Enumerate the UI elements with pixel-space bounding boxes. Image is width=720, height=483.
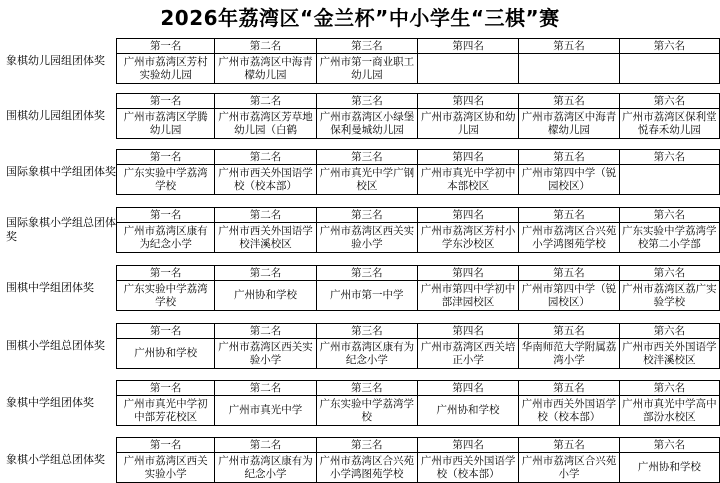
rank-header: 第六名 bbox=[619, 39, 719, 54]
winner-cell: 广州协和学校 bbox=[619, 453, 719, 483]
winner-cell: 广州市第四中学（锐园校区） bbox=[519, 281, 620, 311]
winner-cell: 广州市荔湾区学腾幼儿园 bbox=[117, 109, 215, 139]
winner-cell: 广州市西关外国语学校泮溪校区 bbox=[619, 339, 719, 369]
winner-cell: 广州市真光中学广钢校区 bbox=[316, 165, 417, 195]
rank-header: 第五名 bbox=[519, 208, 619, 223]
winner-row bbox=[117, 54, 720, 84]
winner-cell: 广州市第一中学 bbox=[316, 281, 417, 311]
winner-cell bbox=[619, 54, 719, 84]
category-label: 国际象棋中学组团体奖 bbox=[6, 165, 116, 178]
winner-cell: 广州协和学校 bbox=[417, 396, 518, 426]
winner-cell: 广州市第一商业职工幼儿园 bbox=[316, 54, 417, 84]
winner-cell: 广州市西关外国语学校（校本部） bbox=[215, 165, 316, 195]
rank-header: 第四名 bbox=[417, 150, 518, 165]
category-label: 国际象棋小学组总团体奖 bbox=[6, 216, 116, 243]
winner-cell: 广东实验中学荔湾学校第二小学部 bbox=[619, 223, 719, 253]
rank-header: 第五名 bbox=[519, 438, 619, 453]
winner-cell: 广州市荔湾区协和幼儿园 bbox=[418, 109, 519, 139]
page-title: 2026年荔湾区“金兰杯”中小学生“三棋”赛 bbox=[160, 6, 560, 30]
results-table bbox=[116, 207, 720, 253]
rank-header: 第二名 bbox=[215, 150, 316, 165]
rank-header: 第三名 bbox=[316, 39, 417, 54]
rank-header: 第一名 bbox=[117, 94, 215, 109]
rank-header: 第一名 bbox=[117, 324, 215, 339]
rank-header: 第五名 bbox=[519, 94, 619, 109]
rank-header: 第一名 bbox=[117, 266, 215, 281]
rank-header: 第三名 bbox=[316, 150, 417, 165]
winner-cell: 广州协和学校 bbox=[215, 281, 316, 311]
rank-header-row bbox=[117, 324, 720, 339]
winner-cell: 广州市荔湾区中海青檬幼儿园 bbox=[519, 109, 619, 139]
winner-row bbox=[117, 396, 720, 426]
winner-cell: 广州协和学校 bbox=[117, 339, 215, 369]
results-table bbox=[116, 38, 720, 84]
rank-header: 第四名 bbox=[418, 208, 519, 223]
winner-cell: 广州市荔湾区康有为纪念小学 bbox=[215, 453, 316, 483]
rank-header: 第二名 bbox=[215, 381, 316, 396]
winner-cell bbox=[619, 165, 719, 195]
winner-cell: 广州市荔湾区西关实验小学 bbox=[117, 453, 215, 483]
winner-row bbox=[117, 223, 720, 253]
rank-header: 第二名 bbox=[215, 39, 316, 54]
rank-header: 第六名 bbox=[619, 208, 719, 223]
rank-header: 第五名 bbox=[519, 39, 619, 54]
winner-cell: 广州市荔湾区保利堂悦春禾幼儿园 bbox=[619, 109, 719, 139]
winner-row bbox=[117, 339, 720, 369]
results-table bbox=[116, 323, 720, 369]
winner-cell: 广州市荔湾区小绿堡保利曼城幼儿园 bbox=[316, 109, 417, 139]
winner-cell: 广州市荔湾区西关培正小学 bbox=[418, 339, 519, 369]
rank-header: 第四名 bbox=[417, 266, 518, 281]
rank-header-row bbox=[117, 381, 720, 396]
winner-cell: 广州市西关外国语学校（校本部） bbox=[519, 396, 620, 426]
winner-cell: 广州市荔湾区芳村实验幼儿园 bbox=[117, 54, 215, 84]
rank-header: 第二名 bbox=[215, 324, 316, 339]
rank-header: 第五名 bbox=[519, 150, 619, 165]
rank-header: 第四名 bbox=[418, 94, 519, 109]
results-table bbox=[116, 437, 720, 483]
winner-cell: 广州市荔湾区合兴苑小学 bbox=[519, 453, 619, 483]
category-label: 象棋幼儿园组团体奖 bbox=[6, 54, 105, 67]
winner-cell: 广州市第四中学初中部津园校区 bbox=[417, 281, 518, 311]
rank-header: 第五名 bbox=[519, 266, 620, 281]
rank-header: 第六名 bbox=[619, 324, 719, 339]
winner-cell: 广州市荔湾区西关实验小学 bbox=[316, 223, 417, 253]
category-label: 围棋小学组总团体奖 bbox=[6, 339, 105, 352]
winner-cell: 广东实验中学荔湾学校 bbox=[117, 165, 215, 195]
rank-header: 第三名 bbox=[316, 324, 417, 339]
rank-header: 第一名 bbox=[117, 39, 215, 54]
winner-cell: 广州市荔湾区西关实验小学 bbox=[215, 339, 316, 369]
rank-header: 第一名 bbox=[117, 150, 215, 165]
winner-cell: 广东实验中学荔湾学校 bbox=[316, 396, 417, 426]
rank-header: 第一名 bbox=[117, 438, 215, 453]
winner-cell: 广州市真光中学初中本部校区 bbox=[417, 165, 518, 195]
winner-row bbox=[117, 109, 720, 139]
winner-cell: 广州市荔湾区康有为纪念小学 bbox=[117, 223, 215, 253]
winner-cell: 广州市真光中学 bbox=[215, 396, 316, 426]
winner-cell: 广州市荔湾区合兴苑小学鸿图苑学校 bbox=[519, 223, 619, 253]
winner-cell: 广州市荔湾区康有为纪念小学 bbox=[316, 339, 417, 369]
winner-cell: 广州市荔湾区合兴苑小学鸿图苑学校 bbox=[316, 453, 417, 483]
rank-header: 第三名 bbox=[316, 94, 417, 109]
winner-cell: 广州市荔湾区芳草地幼儿园（白鹤 bbox=[215, 109, 316, 139]
winner-cell: 广州市荔湾区荔广实验学校 bbox=[619, 281, 719, 311]
rank-header: 第六名 bbox=[619, 266, 719, 281]
rank-header: 第六名 bbox=[619, 381, 719, 396]
rank-header: 第三名 bbox=[316, 266, 417, 281]
winner-cell: 广州市西关外国语学校泮溪校区 bbox=[215, 223, 316, 253]
rank-header: 第二名 bbox=[215, 266, 316, 281]
rank-header: 第五名 bbox=[519, 381, 620, 396]
winner-cell bbox=[418, 54, 519, 84]
winner-cell bbox=[519, 54, 619, 84]
rank-header: 第一名 bbox=[117, 208, 215, 223]
rank-header: 第二名 bbox=[215, 94, 316, 109]
rank-header-row bbox=[117, 208, 720, 223]
rank-header: 第四名 bbox=[417, 381, 518, 396]
winner-row bbox=[117, 165, 720, 195]
category-label: 围棋幼儿园组团体奖 bbox=[6, 109, 105, 122]
winner-row bbox=[117, 453, 720, 483]
winner-cell: 广州市西关外国语学校（校本部） bbox=[417, 453, 518, 483]
winner-cell: 广州市荔湾区芳村小学东沙校区 bbox=[418, 223, 519, 253]
rank-header: 第二名 bbox=[215, 438, 316, 453]
winner-cell: 广州市第四中学（锐园校区） bbox=[519, 165, 619, 195]
rank-header-row bbox=[117, 39, 720, 54]
rank-header: 第三名 bbox=[316, 208, 417, 223]
rank-header-row bbox=[117, 150, 720, 165]
category-label: 象棋中学组团体奖 bbox=[6, 396, 94, 409]
winner-cell: 华南师范大学附属荔湾小学 bbox=[519, 339, 619, 369]
rank-header-row bbox=[117, 94, 720, 109]
rank-header: 第五名 bbox=[519, 324, 619, 339]
rank-header: 第四名 bbox=[418, 39, 519, 54]
results-sheet bbox=[0, 38, 720, 482]
rank-header: 第六名 bbox=[619, 438, 719, 453]
winner-cell: 广州市真光中学初中部芳花校区 bbox=[117, 396, 215, 426]
results-table bbox=[116, 380, 720, 426]
winner-cell: 广东实验中学荔湾学校 bbox=[117, 281, 215, 311]
rank-header: 第四名 bbox=[417, 438, 518, 453]
rank-header: 第四名 bbox=[418, 324, 519, 339]
rank-header: 第二名 bbox=[215, 208, 316, 223]
winner-cell: 广州市荔湾区中海青檬幼儿园 bbox=[215, 54, 316, 84]
rank-header: 第一名 bbox=[117, 381, 215, 396]
results-table bbox=[116, 265, 720, 311]
rank-header: 第六名 bbox=[619, 94, 719, 109]
category-label: 象棋小学组总团体奖 bbox=[6, 453, 105, 466]
rank-header-row bbox=[117, 266, 720, 281]
rank-header: 第三名 bbox=[316, 438, 417, 453]
results-table bbox=[116, 149, 720, 195]
results-table bbox=[116, 93, 720, 139]
rank-header: 第六名 bbox=[619, 150, 719, 165]
winner-row bbox=[117, 281, 720, 311]
rank-header-row bbox=[117, 438, 720, 453]
rank-header: 第三名 bbox=[316, 381, 417, 396]
category-label: 围棋中学组团体奖 bbox=[6, 281, 94, 294]
winner-cell: 广州市真光中学高中部汾水校区 bbox=[619, 396, 719, 426]
